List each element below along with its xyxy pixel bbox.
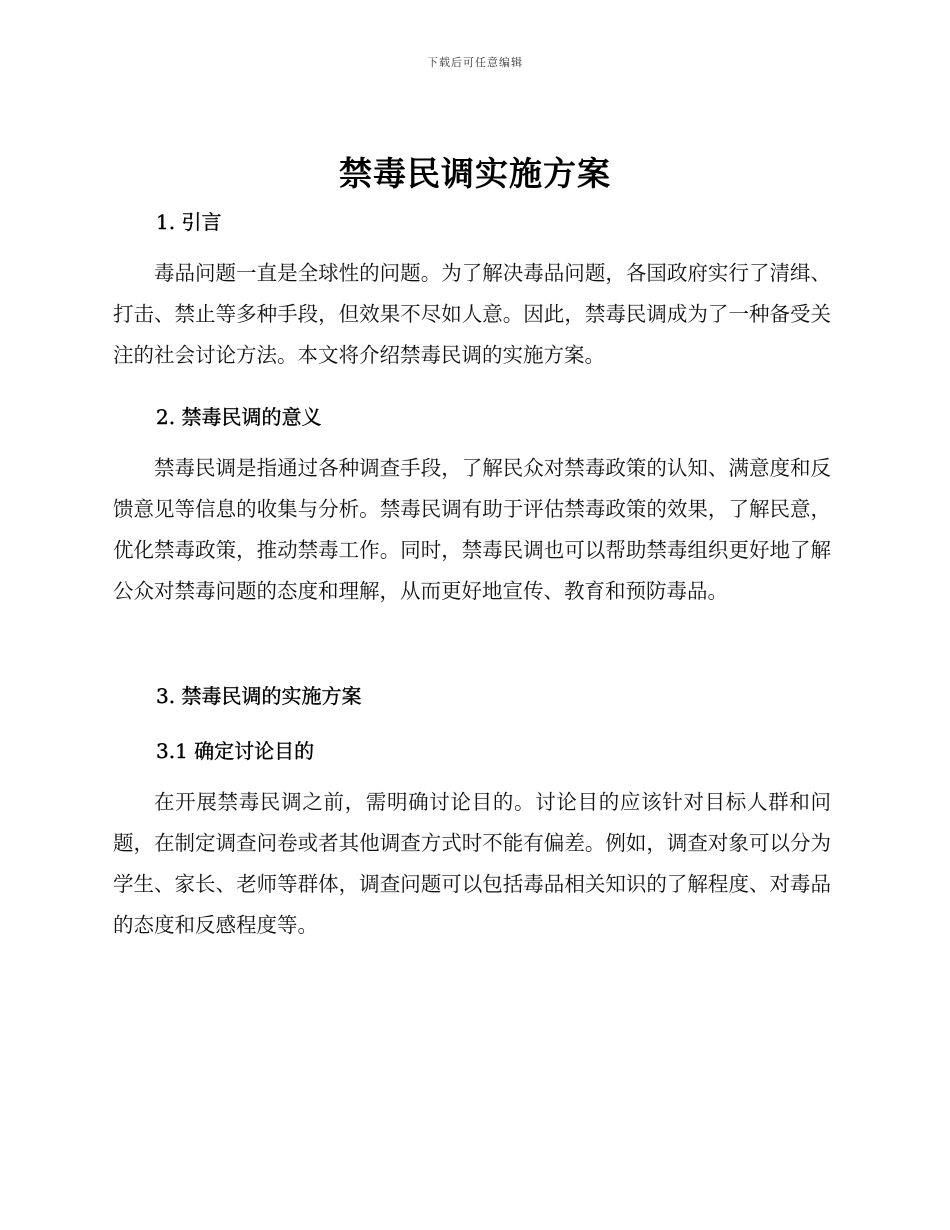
subsection-heading-determine-purpose: 3.1 确定讨论目的 <box>156 739 315 763</box>
section-heading-significance: 2. 禁毒民调的意义 <box>156 405 322 429</box>
section-paragraph-significance: 禁毒民调是指通过各种调查手段，了解民众对禁毒政策的认知、满意度和反馈意见等信息的收集与分析。禁毒民调有助于评估禁毒政策的效果，了解民意，优化禁毒政策，推动禁毒工作。同时，禁毒民调也可以帮助禁毒组织更好地了解公众对禁毒问题的态度和理解，从而更好地宣传、教育和预防毒品。 <box>113 456 831 603</box>
section-paragraph-introduction: 毒品问题一直是全球性的问题。为了解决毒品问题，各国政府实行了清缉、打击、禁止等多种手段，但效果不尽如人意。因此，禁毒民调成为了一种备受关注的社会讨论方法。本文将介绍禁毒民调的实施方案。 <box>113 261 831 367</box>
subsection-paragraph-determine-purpose: 在开展禁毒民调之前，需明确讨论目的。讨论目的应该针对目标人群和问题，在制定调查问卷或者其他调查方式时不能有偏差。例如，调查对象可以分为学生、家长、老师等群体，调查问题可以包括毒品相关知识的了解程度、对毒品的态度和反感程度等。 <box>113 790 831 937</box>
section-heading-introduction: 1. 引言 <box>156 210 222 234</box>
document-title: 禁毒民调实施方案 <box>339 154 611 193</box>
page-header-note: 下载后可任意编辑 <box>427 56 523 69</box>
section-heading-implementation-plan: 3. 禁毒民调的实施方案 <box>156 684 362 708</box>
